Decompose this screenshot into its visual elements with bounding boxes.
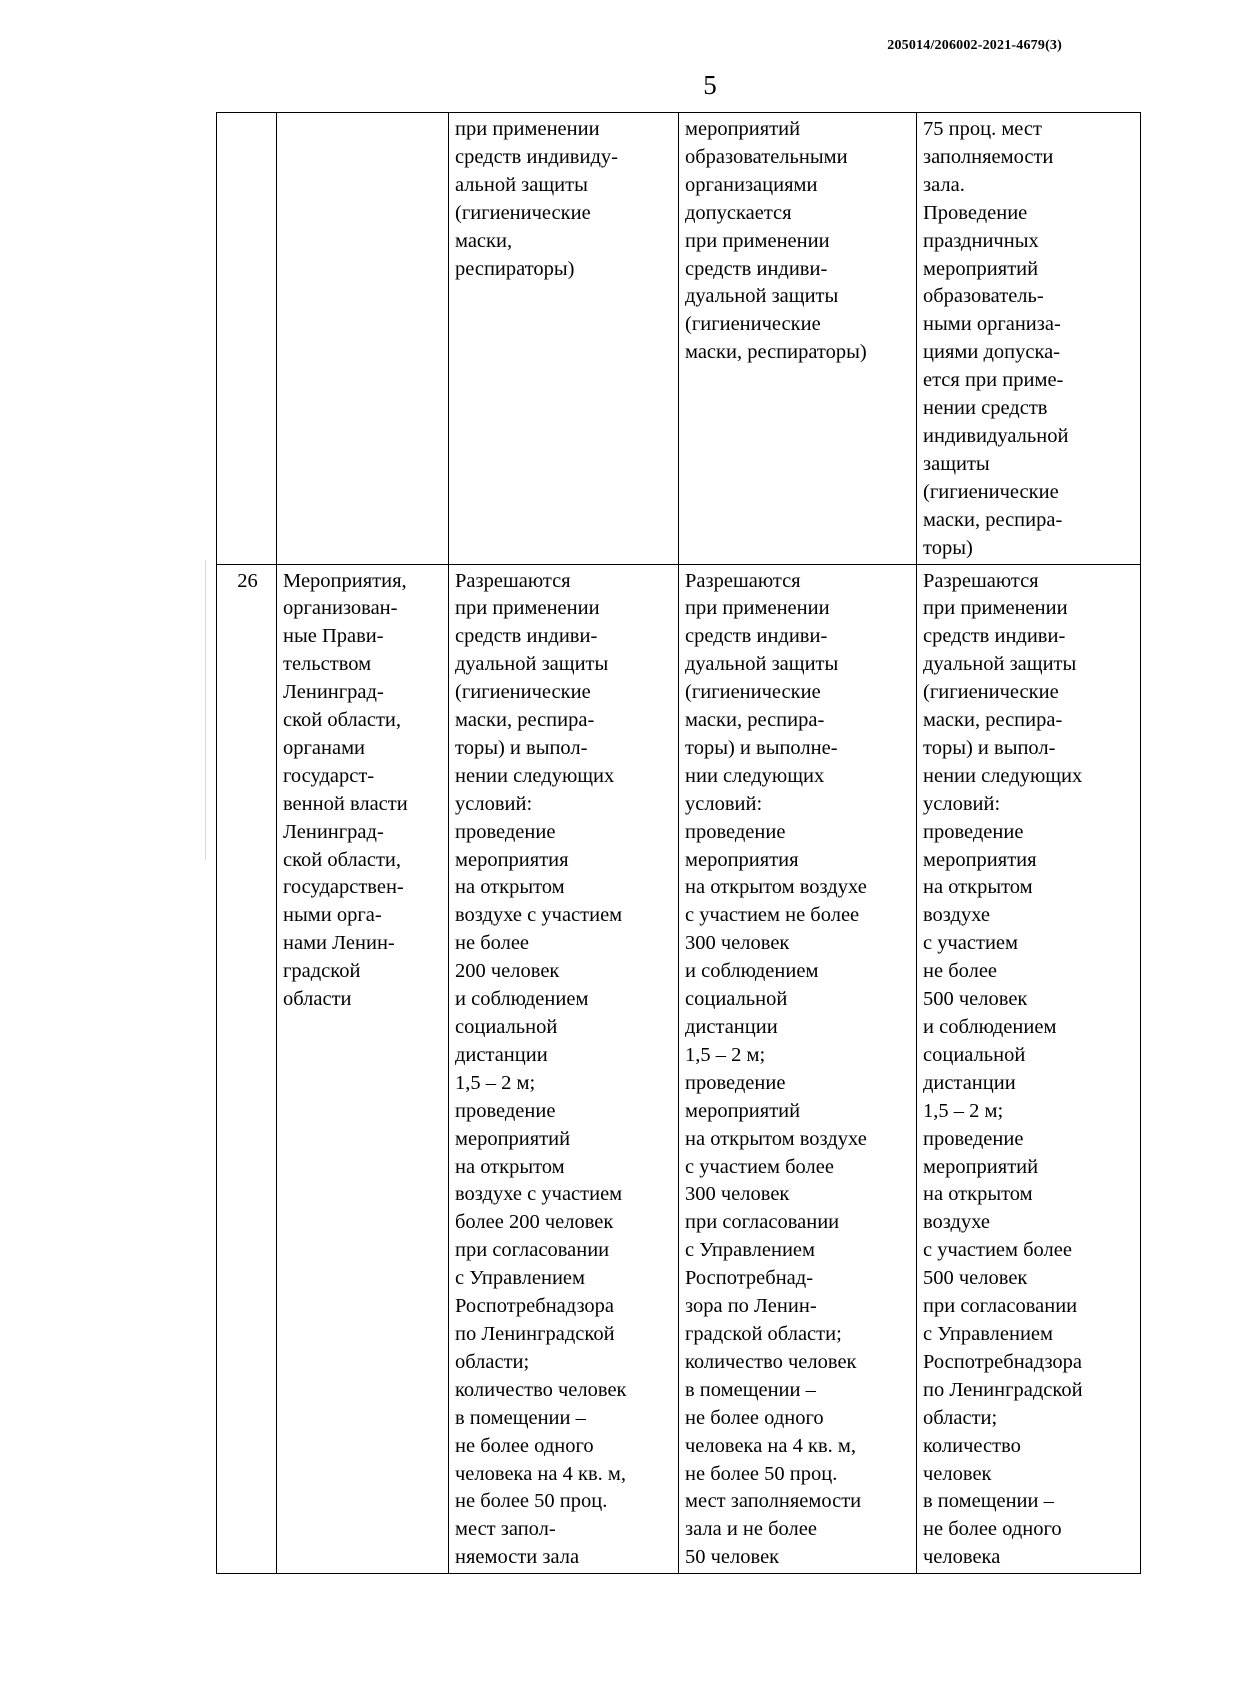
level-2-cell: Разрешаются при применении средств индиви- дуальной защиты (гигиенические маски, респира- торы) и выполне- нии следующих условий: проведение мероприятия на открытом воздухе с участием не более 300 человек и соблюдением социальной дистанции 1,5 – 2 м; проведение мероприятий на открытом воздухе с участием более 300 человек при согласовании с Управлением Роспотребнад- зора по Ленин- градской области; количество человек в помещении – не более одного человека на 4 кв. м, не более 50 проц. мест заполняемости зала и не более 50 человек xyxy=(679,564,917,1574)
level-3-cell: Разрешаются при применении средств индиви- дуальной защиты (гигиенические маски, респира- торы) и выпол- нении следующих условий: проведение мероприятия на открытом воздухе с участием не более 500 человек и соблюдением социальной дистанции 1,5 – 2 м; проведение мероприятий на открытом воздухе с участием более 500 человек при согласовании с Управлением Роспотребнадзора по Ленинградской области; количество человек в помещении – не более одного человека xyxy=(917,564,1141,1574)
document-id: 205014/206002-2021-4679(3) xyxy=(887,38,1062,53)
level-2-cell: мероприятий образовательными организациями допускается при применении средств индиви- дуальной защиты (гигиенические маски, респираторы) xyxy=(679,113,917,565)
level-3-cell: 75 проц. мест заполняемости зала. Проведение праздничных мероприятий образователь- ными организа- циями допуска- ется при приме- нении средств индивидуальной защиты (гигиенические маски, респира- торы) xyxy=(917,113,1141,565)
level-1-cell: Разрешаются при применении средств индиви- дуальной защиты (гигиенические маски, респира- торы) и выпол- нении следующих условий: проведение мероприятия на открытом воздухе с участием не более 200 человек и соблюдением социальной дистанции 1,5 – 2 м; проведение мероприятий на открытом воздухе с участием более 200 человек при согласовании с Управлением Роспотребнадзора по Ленинградской области; количество человек в помещении – не более одного человека на 4 кв. м, не более 50 проц. мест запол- няемости зала xyxy=(449,564,679,1574)
row-number-cell: 26 xyxy=(217,564,277,1574)
event-cell: Мероприятия, организован- ные Прави- тельством Ленинград- ской области, органами государст- венной власти Ленинград- ской области, государствен- ными орга- нами Ленин- градской области xyxy=(277,564,449,1574)
row-number-cell xyxy=(217,113,277,565)
level-1-cell: при применении средств индивиду- альной защиты (гигиенические маски, респираторы) xyxy=(449,113,679,565)
event-cell xyxy=(277,113,449,565)
regulation-table xyxy=(216,112,1141,1574)
table-row xyxy=(217,564,1141,1574)
scan-margin-line xyxy=(205,560,206,860)
table-row xyxy=(217,113,1141,565)
page-number: 5 xyxy=(703,70,717,100)
